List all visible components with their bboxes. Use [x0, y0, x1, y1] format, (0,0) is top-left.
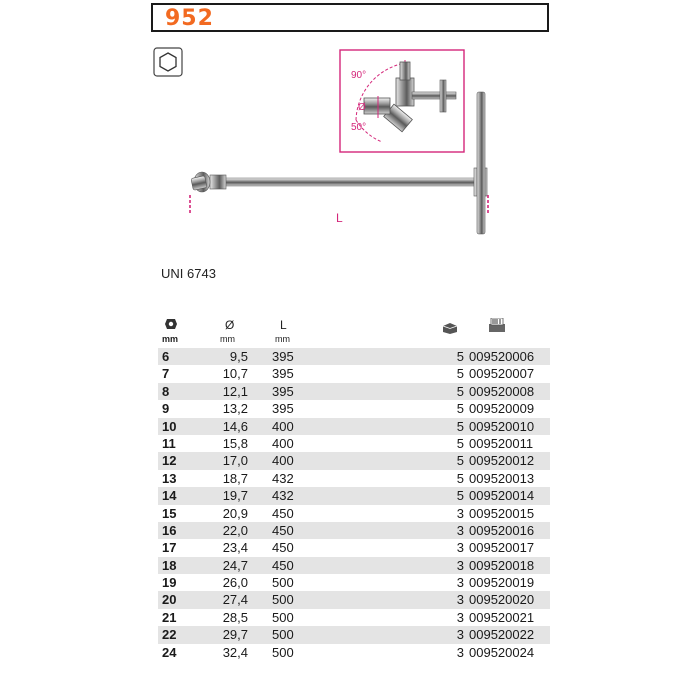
- length-cell: 450: [272, 540, 294, 556]
- table-row: [158, 574, 550, 591]
- length-cell: 400: [272, 453, 294, 469]
- table-unit-header: [158, 334, 550, 348]
- table-row: [158, 505, 550, 522]
- table-row: [158, 626, 550, 643]
- size-cell: 18: [162, 557, 177, 573]
- article-code-cell: 009520021: [469, 609, 535, 625]
- length-cell: 500: [272, 627, 294, 643]
- table-row: [158, 539, 550, 556]
- diameter-cell: 29,7: [222, 627, 248, 643]
- diameter-label: Ø: [358, 102, 366, 113]
- article-code-cell: 009520009: [469, 401, 535, 417]
- table-body: [158, 348, 550, 661]
- pack-quantity-cell: 5: [456, 349, 464, 364]
- size-cell: 6: [162, 349, 170, 364]
- table-row: [158, 644, 550, 661]
- hex-nut-icon: [164, 318, 178, 333]
- article-code-cell: 009520024: [469, 644, 535, 660]
- size-cell: 16: [162, 522, 177, 538]
- length-cell: 500: [272, 575, 294, 591]
- table-row: [158, 609, 550, 626]
- table-row: [158, 365, 550, 382]
- article-code-cell: 009520022: [469, 627, 535, 643]
- diameter-cell: 24,7: [222, 557, 248, 573]
- diameter-cell: 17,0: [222, 453, 248, 469]
- diameter-cell: 14,6: [222, 418, 248, 434]
- pack-quantity-cell: 5: [456, 470, 464, 486]
- table-row: [158, 452, 550, 469]
- joint-detail-box: [340, 50, 464, 152]
- pack-quantity-cell: 3: [456, 505, 464, 521]
- length-cell: 432: [272, 488, 294, 504]
- pack-quantity-cell: 5: [456, 453, 464, 469]
- article-code-cell: 009520020: [469, 592, 535, 608]
- length-cell: 450: [272, 505, 294, 521]
- pack-quantity-cell: 3: [456, 540, 464, 556]
- diameter-cell: 27,4: [222, 592, 248, 608]
- length-dimension: [190, 195, 488, 225]
- length-cell: 450: [272, 522, 294, 538]
- pack-quantity-cell: 5: [456, 366, 464, 382]
- diameter-cell: 12,1: [222, 383, 248, 399]
- article-code-cell: 009520011: [469, 435, 534, 451]
- pack-quantity-cell: 3: [456, 557, 464, 573]
- length-cell: 450: [272, 557, 294, 573]
- article-code-cell: 009520013: [469, 470, 535, 486]
- size-cell: 12: [162, 453, 177, 469]
- table-row: [158, 557, 550, 574]
- length-cell: 400: [272, 435, 294, 451]
- length-cell: 400: [272, 418, 294, 434]
- diameter-cell: 13,2: [222, 401, 248, 417]
- length-cell: 500: [272, 592, 294, 608]
- pack-quantity-cell: 5: [456, 383, 464, 399]
- size-cell: 9: [162, 401, 170, 417]
- table-row: [158, 435, 550, 452]
- size-cell: 21: [162, 609, 177, 625]
- diameter-column-header: Ø: [225, 318, 235, 332]
- pack-quantity-cell: 3: [456, 592, 464, 608]
- diameter-cell: 26,0: [222, 575, 248, 591]
- article-code-cell: 009520006: [469, 349, 535, 364]
- diameter-cell: 32,4: [222, 644, 248, 660]
- diameter-cell: 15,8: [222, 435, 248, 451]
- diameter-cell: 28,5: [222, 609, 248, 625]
- article-code-cell: 009520008: [469, 383, 535, 399]
- diameter-cell: 23,4: [222, 540, 248, 556]
- length-cell: 395: [272, 366, 294, 382]
- diameter-cell: 22,0: [222, 522, 248, 538]
- pack-quantity-cell: 3: [456, 522, 464, 538]
- table-icon-header: [158, 318, 550, 334]
- hexagon-profile-icon: [154, 48, 182, 76]
- size-cell: 20: [162, 592, 177, 608]
- diameter-cell: 10,7: [222, 366, 248, 382]
- length-label: L: [336, 211, 343, 225]
- article-code-cell: 009520014: [469, 488, 535, 504]
- specification-table: [158, 318, 550, 661]
- article-code-cell: 009520012: [469, 453, 535, 469]
- table-row: [158, 522, 550, 539]
- diameter-cell: 20,9: [222, 505, 248, 521]
- length-cell: 500: [272, 644, 294, 660]
- pack-quantity-cell: 3: [456, 627, 464, 643]
- standard-reference: UNI 6743: [161, 266, 216, 281]
- length-cell: 395: [272, 349, 294, 364]
- length-unit: mm: [275, 334, 290, 344]
- angle-90-label: 90°: [351, 70, 367, 81]
- diameter-cell: 9,5: [229, 349, 248, 364]
- pack-quantity-cell: 3: [456, 644, 464, 660]
- diameter-unit: mm: [220, 334, 235, 344]
- pack-quantity-cell: 5: [456, 418, 464, 434]
- article-code-cell: 009520010: [469, 418, 535, 434]
- pack-quantity-cell: 5: [456, 401, 464, 417]
- angle-50-label: 50°: [351, 122, 367, 133]
- size-cell: 8: [162, 383, 170, 399]
- size-cell: 15: [162, 505, 177, 521]
- size-cell: 11: [162, 435, 176, 451]
- product-code: 952: [165, 6, 214, 31]
- product-illustration: [0, 0, 700, 300]
- size-cell: 13: [162, 470, 177, 486]
- length-cell: 432: [272, 470, 294, 486]
- article-code-cell: 009520017: [469, 540, 535, 556]
- length-cell: 500: [272, 609, 294, 625]
- table-row: [158, 470, 550, 487]
- article-code-cell: 009520007: [469, 366, 535, 382]
- pack-quantity-cell: 3: [456, 609, 464, 625]
- article-code-cell: 009520018: [469, 557, 535, 573]
- size-cell: 7: [162, 366, 170, 382]
- pack-quantity-cell: 5: [456, 488, 464, 504]
- table-row: [158, 591, 550, 608]
- length-cell: 395: [272, 383, 294, 399]
- pack-quantity-cell: 3: [456, 575, 464, 591]
- size-cell: 17: [162, 540, 177, 556]
- barcode-icon: [489, 318, 505, 335]
- size-cell: 10: [162, 418, 177, 434]
- diameter-cell: 19,7: [222, 488, 248, 504]
- length-column-header: L: [280, 318, 287, 332]
- size-cell: 19: [162, 575, 177, 591]
- table-row: [158, 383, 550, 400]
- diameter-cell: 18,7: [222, 470, 248, 486]
- table-row: [158, 487, 550, 504]
- pack-quantity-cell: 5: [456, 435, 464, 451]
- size-cell: 24: [162, 644, 177, 660]
- table-row: [158, 400, 550, 417]
- table-row: [158, 418, 550, 435]
- article-code-cell: 009520016: [469, 522, 535, 538]
- size-cell: 14: [162, 488, 177, 504]
- table-row: [158, 348, 550, 365]
- size-cell: 22: [162, 627, 177, 643]
- size-unit: mm: [162, 334, 179, 344]
- article-code-cell: 009520015: [469, 505, 535, 521]
- article-code-cell: 009520019: [469, 575, 535, 591]
- length-cell: 395: [272, 401, 294, 417]
